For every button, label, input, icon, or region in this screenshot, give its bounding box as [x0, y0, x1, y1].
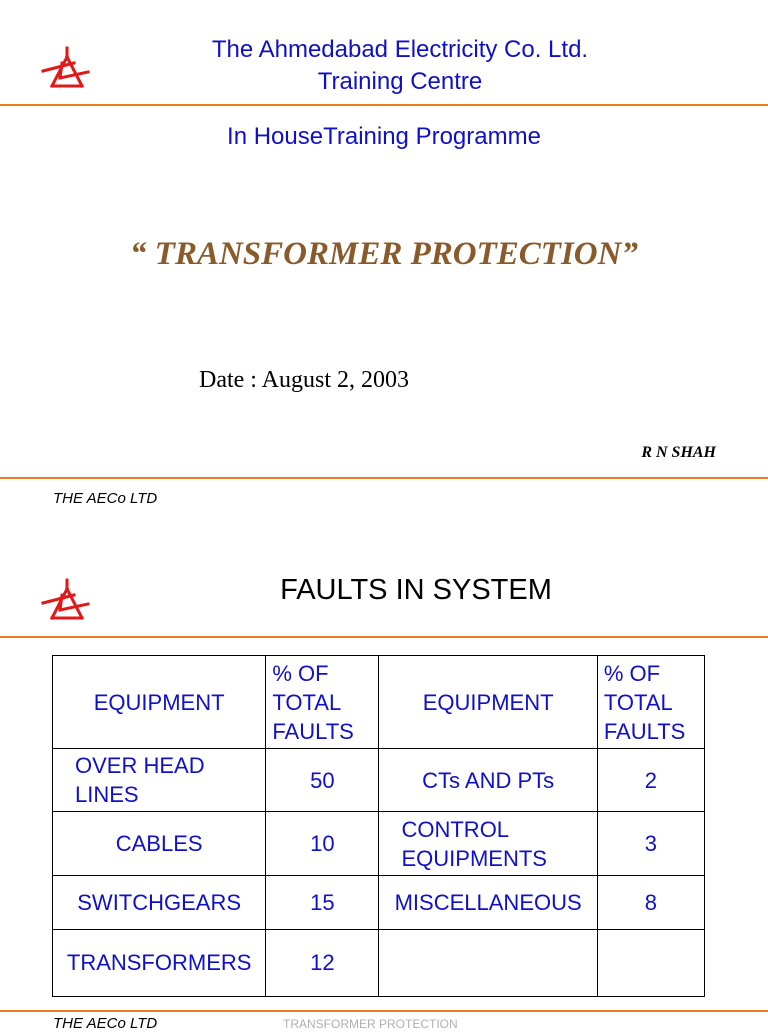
presentation-date: Date : August 2, 2003 — [199, 367, 409, 393]
table-row — [53, 929, 705, 996]
table-cell: 2 — [597, 749, 704, 812]
table-cell: 15 — [266, 875, 379, 929]
table-header-row — [53, 656, 705, 749]
presentation-title: “ TRANSFORMER PROTECTION” — [130, 236, 638, 272]
table-cell: CABLES — [53, 812, 266, 875]
footer-subject: TRANSFORMER PROTECTION — [283, 1017, 458, 1031]
table-row — [53, 812, 705, 875]
table-header-cell: % OF TOTAL FAULTS — [597, 656, 704, 749]
header-divider — [0, 104, 768, 106]
organization-department: Training Centre — [317, 68, 483, 95]
author-name: R N SHAH — [641, 444, 716, 461]
faults-table — [52, 655, 705, 997]
footer-company: THE AECo LTD — [53, 490, 158, 507]
footer-divider — [0, 1010, 768, 1012]
table-cell — [597, 929, 704, 996]
footer-divider — [0, 477, 768, 479]
table-header-cell: % OF TOTAL FAULTS — [266, 656, 379, 749]
header-divider — [0, 636, 768, 638]
table-cell: SWITCHGEARS — [53, 875, 266, 929]
table-cell: MISCELLANEOUS — [379, 875, 597, 929]
table-cell: CONTROL EQUIPMENTS — [379, 812, 597, 875]
table-cell — [379, 929, 597, 996]
table-cell: 8 — [597, 875, 704, 929]
table-row — [53, 749, 705, 812]
table-cell: CTs AND PTs — [379, 749, 597, 812]
table-cell: 50 — [266, 749, 379, 812]
slide-title: FAULTS IN SYSTEM — [280, 574, 552, 606]
table-header-cell: EQUIPMENT — [53, 656, 266, 749]
table-cell: 12 — [266, 929, 379, 996]
programme-title: In HouseTraining Programme — [227, 123, 541, 150]
footer-company: THE AECo LTD — [53, 1015, 158, 1032]
table-cell: TRANSFORMERS — [53, 929, 266, 996]
table-cell: OVER HEAD LINES — [53, 749, 266, 812]
table-cell: 10 — [266, 812, 379, 875]
table-header-cell: EQUIPMENT — [379, 656, 597, 749]
table-row — [53, 875, 705, 929]
table-cell: 3 — [597, 812, 704, 875]
organization-name: The Ahmedabad Electricity Co. Ltd. — [211, 36, 589, 63]
